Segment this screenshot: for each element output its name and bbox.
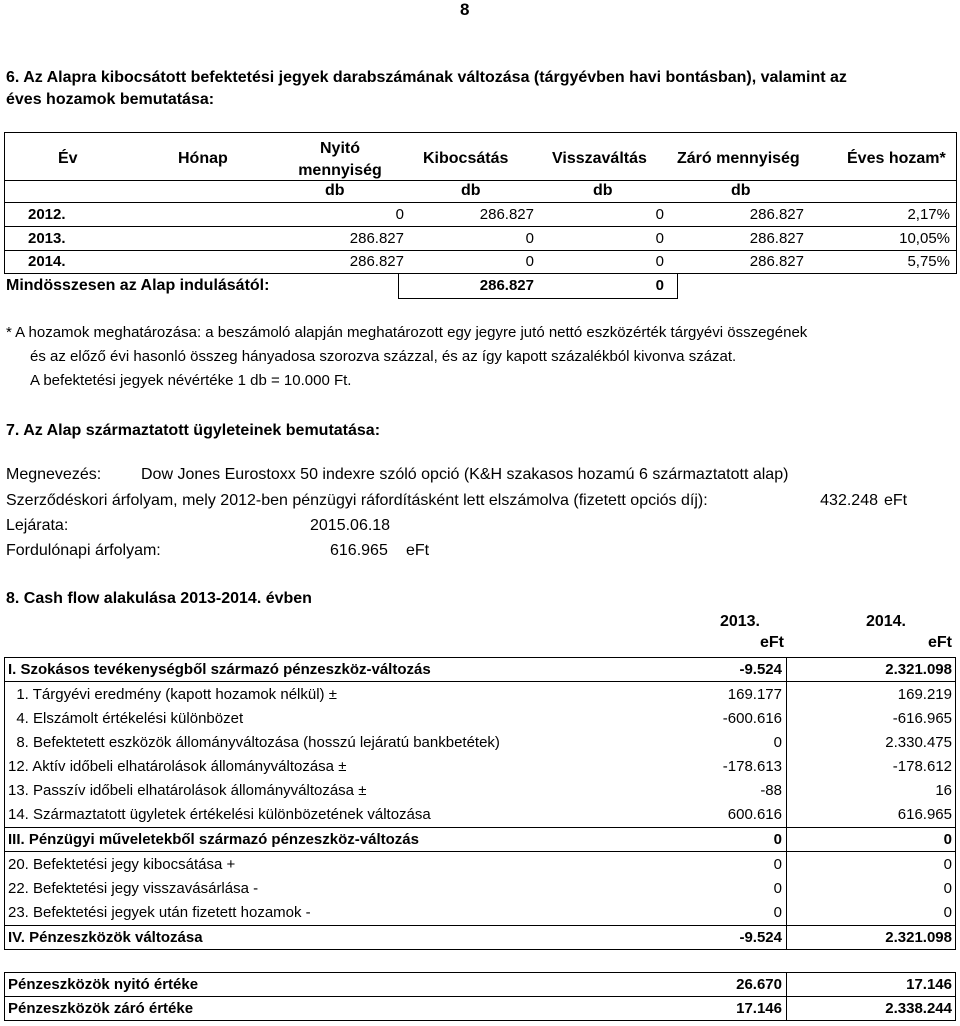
unit-nyito: db bbox=[325, 182, 345, 199]
cf-label: 8. Befektetett eszközök állományváltozása (hosszú lejáratú bankbetétek) bbox=[8, 734, 500, 751]
section6-title-line2: éves hozamok bemutatása: bbox=[6, 91, 215, 108]
section8-title: 8. Cash flow alakulása 2013-2014. évben bbox=[6, 590, 312, 607]
row-year: 2014. bbox=[28, 253, 66, 270]
row-hozam: 2,17% bbox=[907, 206, 950, 223]
cf-v1: -9.524 bbox=[739, 661, 782, 678]
header-nyito-line1: Nyitó bbox=[320, 140, 360, 157]
zaro-v2: 2.338.244 bbox=[885, 1000, 952, 1017]
fordulonap-label: Fordulónapi árfolyam: bbox=[6, 542, 161, 559]
header-visszavaltas: Visszaváltás bbox=[552, 150, 647, 167]
row-visszavaltas: 0 bbox=[655, 206, 664, 223]
header-ev: Év bbox=[58, 150, 78, 167]
col2-unit: eFt bbox=[928, 634, 952, 651]
nyito-v1: 26.670 bbox=[736, 976, 782, 993]
cf-v2: 169.219 bbox=[897, 686, 952, 703]
page-number: 8 bbox=[460, 0, 470, 19]
cf-v1: -178.613 bbox=[722, 758, 782, 775]
total-visszavaltas: 0 bbox=[655, 277, 664, 294]
cf-label: 13. Passzív időbeli elhatárolások állományváltozása ± bbox=[8, 782, 367, 799]
header-hozam: Éves hozam* bbox=[847, 150, 946, 167]
total-label: Mindösszesen az Alap indulásától: bbox=[6, 277, 270, 294]
header-honap: Hónap bbox=[178, 150, 228, 167]
cf-v2: 0 bbox=[943, 856, 952, 873]
cf-v1: 600.616 bbox=[727, 806, 782, 823]
total-kibocsatas: 286.827 bbox=[479, 277, 534, 294]
cf-label: 23. Befektetési jegyek után fizetett hozamok - bbox=[8, 904, 311, 921]
cf-v1: -88 bbox=[760, 782, 782, 799]
unit-visszavaltas: db bbox=[593, 182, 613, 199]
section6-title-line1: 6. Az Alapra kibocsátott befektetési jegyek darabszámának változása (tárgyévben havi bontásban), valamint az bbox=[6, 69, 847, 86]
fordulonap-value: 616.965 bbox=[330, 542, 388, 559]
unit-zaro: db bbox=[731, 182, 751, 199]
szerzodeskori-value: 432.248 bbox=[820, 492, 878, 509]
cf-v1: -9.524 bbox=[739, 929, 782, 946]
cf-v2: 2.321.098 bbox=[885, 661, 952, 678]
cf-v2: 0 bbox=[943, 831, 952, 848]
footnote-line2: és az előző évi hasonló összeg hányadosa szorozva százzal, és az így kapott százalékból kivonva százat. bbox=[30, 348, 737, 365]
row-zaro: 286.827 bbox=[749, 230, 804, 247]
header-kibocsatas: Kibocsátás bbox=[423, 150, 509, 167]
row-zaro: 286.827 bbox=[749, 206, 804, 223]
cf-label: 22. Befektetési jegy visszavásárlása - bbox=[8, 880, 259, 897]
row-nyito: 286.827 bbox=[349, 230, 404, 247]
row-visszavaltas: 0 bbox=[655, 230, 664, 247]
zaro-label: Pénzeszközök záró értéke bbox=[8, 1000, 194, 1017]
cf-v1: 0 bbox=[773, 734, 782, 751]
nyito-v2: 17.146 bbox=[906, 976, 952, 993]
cf-v2: -178.612 bbox=[892, 758, 952, 775]
szerzodeskori-unit: eFt bbox=[884, 492, 908, 509]
cf-label: 14. Származtatott ügyletek értékelési különbözetének változása bbox=[8, 806, 431, 823]
row-hozam: 10,05% bbox=[899, 230, 950, 247]
szerzodeskori-label: Szerződéskori árfolyam, mely 2012-ben pénzügyi ráfordításként lett elszámolva (fizetett opciós díj): bbox=[6, 492, 708, 509]
lejarat-label: Lejárata: bbox=[6, 517, 69, 534]
cf-v1: 169.177 bbox=[727, 686, 782, 703]
section7-title: 7. Az Alap származtatott ügyleteinek bemutatása: bbox=[6, 422, 381, 439]
row-nyito: 286.827 bbox=[349, 253, 404, 270]
cf-v2: 0 bbox=[943, 904, 952, 921]
unit-kibocsatas: db bbox=[461, 182, 481, 199]
header-nyito-line2: mennyiség bbox=[298, 162, 382, 179]
col1-unit: eFt bbox=[760, 634, 784, 651]
row-zaro: 286.827 bbox=[749, 253, 804, 270]
cf-label: 20. Befektetési jegy kibocsátása + bbox=[8, 856, 236, 873]
cf-v1: 0 bbox=[773, 880, 782, 897]
footnote-line1: * A hozamok meghatározása: a beszámoló alapján meghatározott egy jegyre jutó nettó eszközérték tárgyévi összegének bbox=[6, 324, 808, 341]
row-year: 2013. bbox=[28, 230, 66, 247]
cf-v2: 16 bbox=[935, 782, 952, 799]
row-hozam: 5,75% bbox=[907, 253, 950, 270]
row-nyito: 0 bbox=[395, 206, 404, 223]
col2-year: 2014. bbox=[865, 613, 906, 630]
row-kibocsatas: 0 bbox=[525, 230, 534, 247]
cf-label: IV. Pénzeszközök változása bbox=[8, 929, 203, 946]
row-year: 2012. bbox=[28, 206, 66, 223]
row-kibocsatas: 286.827 bbox=[479, 206, 534, 223]
cf-v1: 0 bbox=[773, 831, 782, 848]
row-visszavaltas: 0 bbox=[655, 253, 664, 270]
cf-label: 12. Aktív időbeli elhatárolások állományváltozása ± bbox=[8, 758, 347, 775]
cf-v2: 2.321.098 bbox=[885, 929, 952, 946]
cf-label: 1. Tárgyévi eredmény (kapott hozamok nélkül) ± bbox=[8, 686, 337, 703]
megnevezes-label: Megnevezés: bbox=[6, 466, 102, 483]
cf-v1: 0 bbox=[773, 904, 782, 921]
cf-v2: 0 bbox=[943, 880, 952, 897]
header-zaro: Záró mennyiség bbox=[677, 150, 800, 167]
footnote-line3: A befektetési jegyek névértéke 1 db = 10.000 Ft. bbox=[30, 372, 352, 389]
cf-label: 4. Elszámolt értékelési különbözet bbox=[8, 710, 244, 727]
cf-v2: 2.330.475 bbox=[885, 734, 952, 751]
cf-v1: -600.616 bbox=[722, 710, 782, 727]
nyito-label: Pénzeszközök nyitó értéke bbox=[8, 976, 199, 993]
row-kibocsatas: 0 bbox=[525, 253, 534, 270]
cf-label: I. Szokásos tevékenységből származó pénzeszköz-változás bbox=[8, 661, 431, 678]
cf-v2: -616.965 bbox=[892, 710, 952, 727]
lejarat-value: 2015.06.18 bbox=[310, 517, 391, 534]
cf-v1: 0 bbox=[773, 856, 782, 873]
fordulonap-unit: eFt bbox=[406, 542, 430, 559]
megnevezes-value: Dow Jones Eurostoxx 50 indexre szóló opció (K&H szakasos hozamú 6 származtatott alap) bbox=[141, 466, 789, 483]
cf-label: III. Pénzügyi műveletekből származó pénzeszköz-változás bbox=[8, 831, 419, 848]
col1-year: 2013. bbox=[719, 613, 760, 630]
cf-v2: 616.965 bbox=[897, 806, 952, 823]
zaro-v1: 17.146 bbox=[736, 1000, 782, 1017]
